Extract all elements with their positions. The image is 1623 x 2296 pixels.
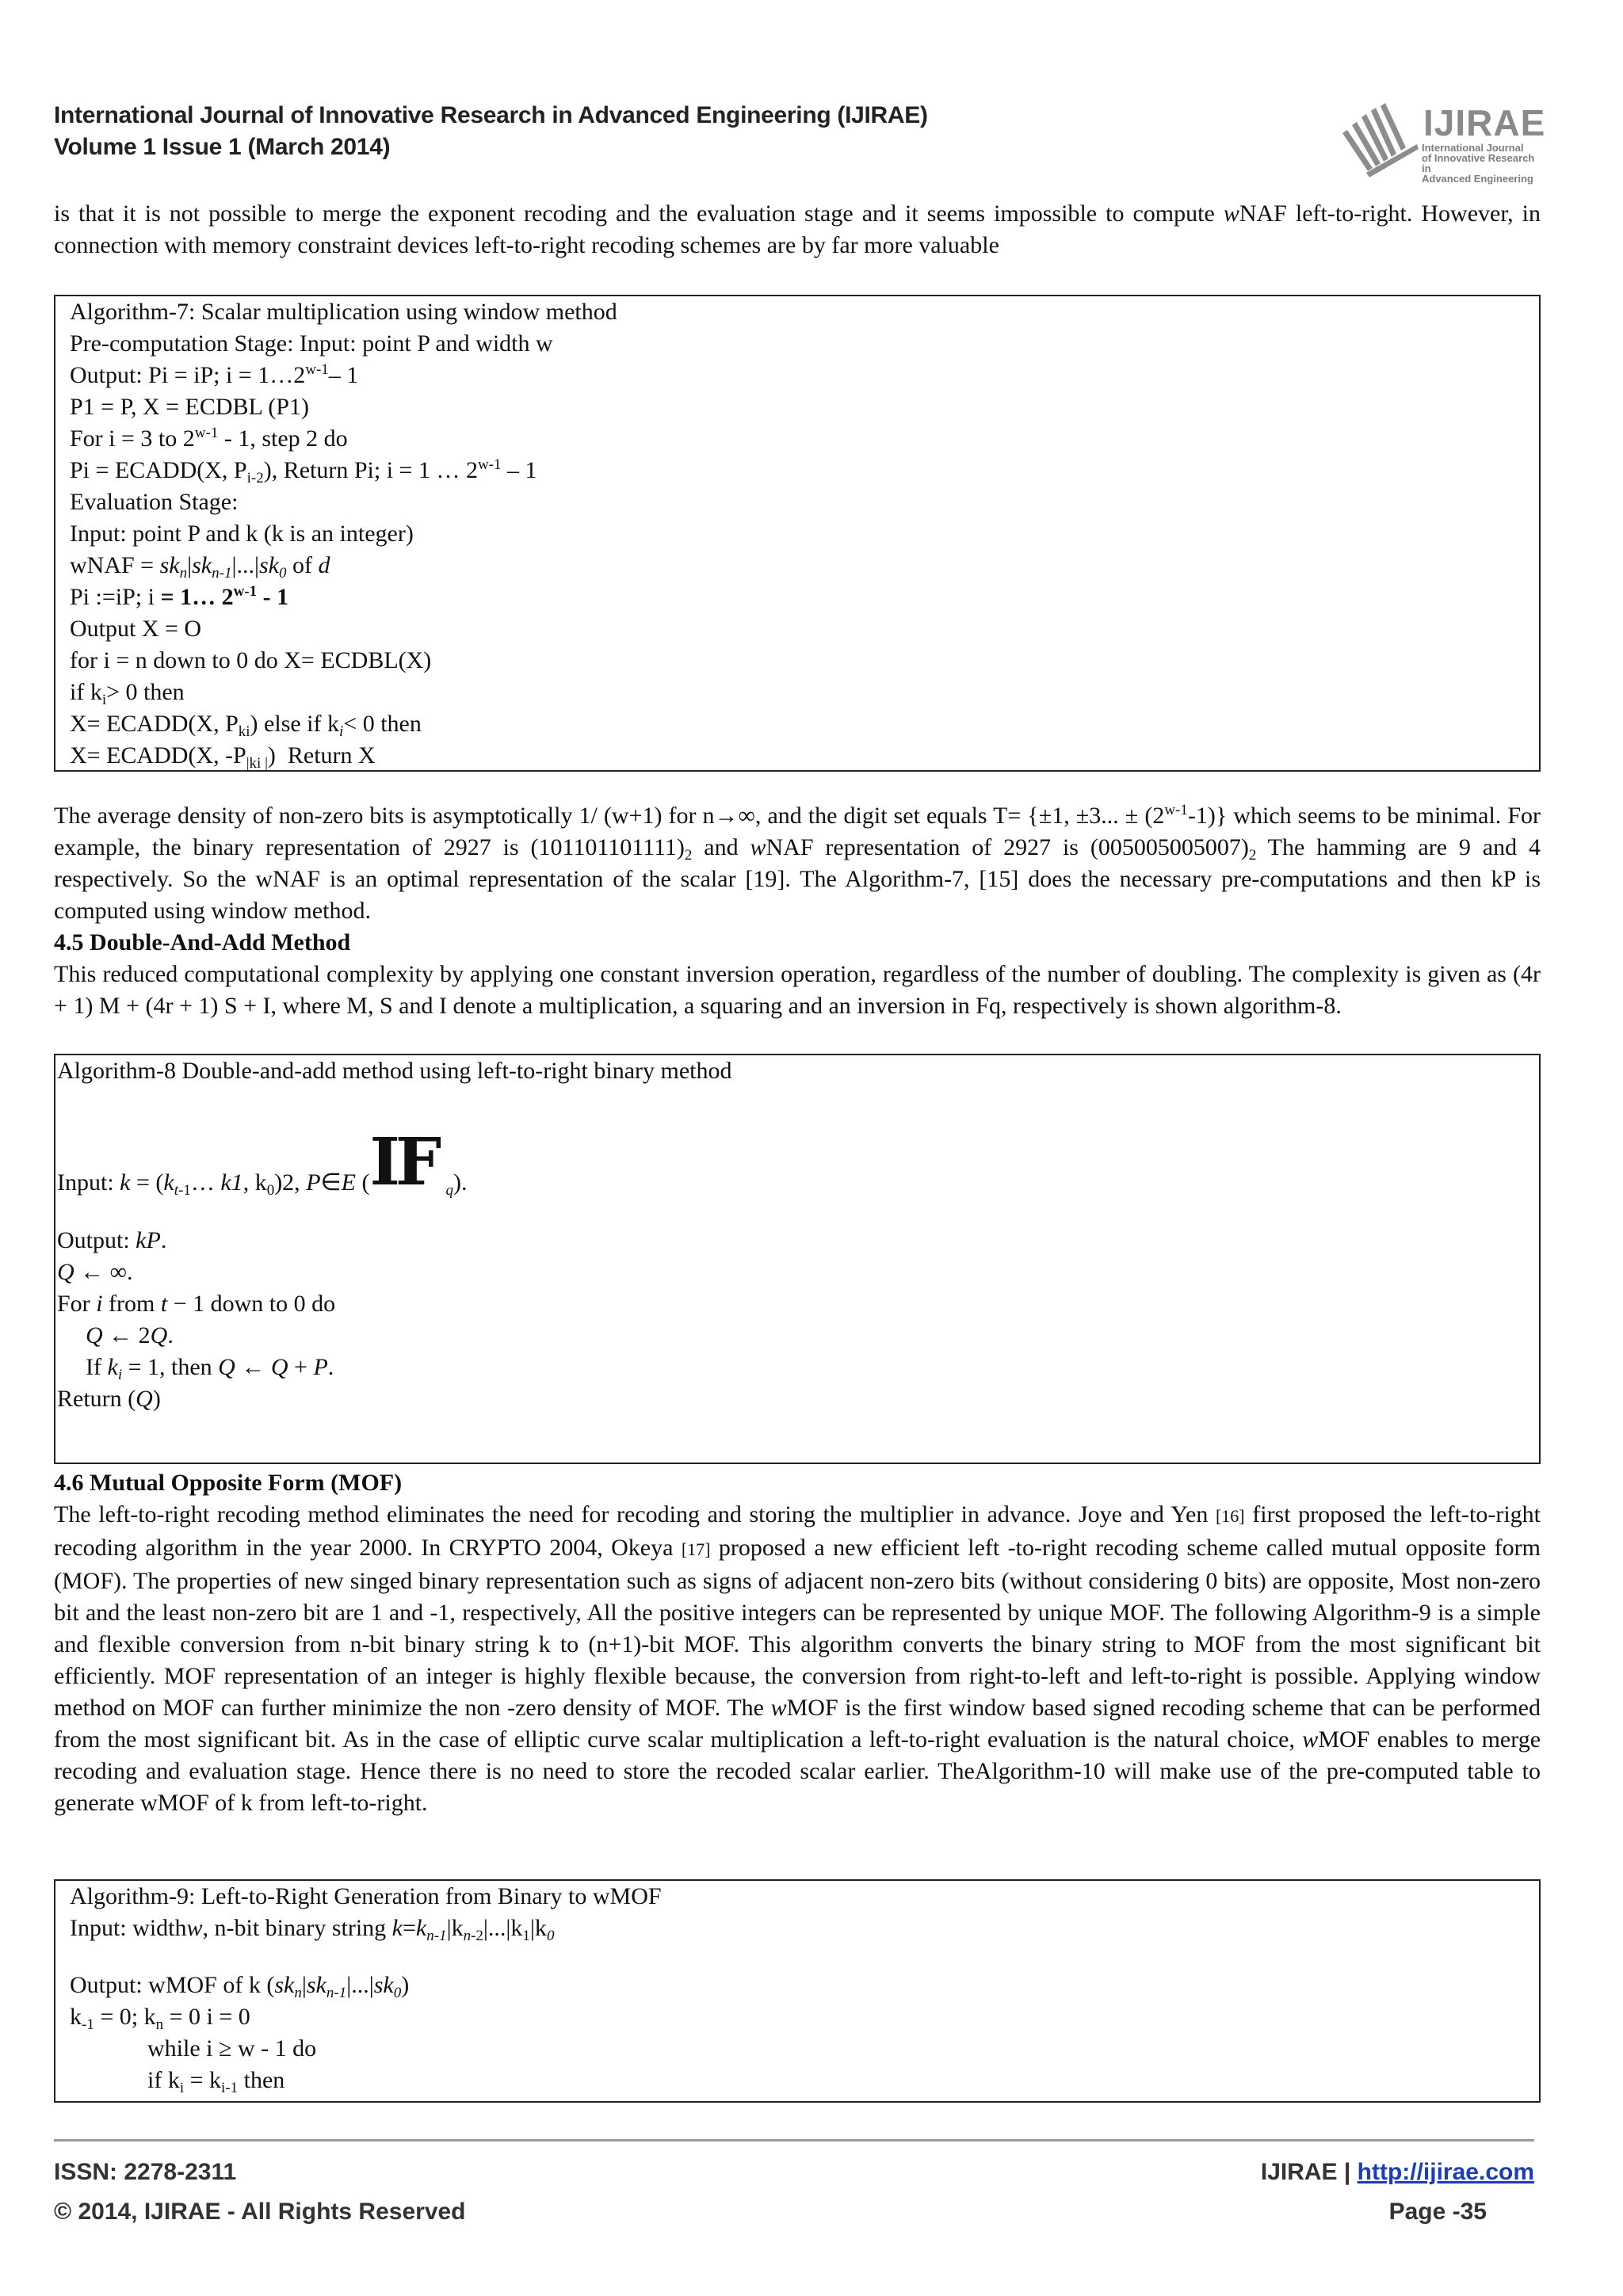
- algorithm-7-line: X= ECADD(X, $P_{ki}$) else if $k_i< 0$ then: [70, 711, 422, 740]
- section-heading-4-6: 4.6 Mutual Opposite Form (MOF): [54, 1470, 403, 1496]
- algorithm-7-line: For i = 3 to 2$^{w-1}$ - 1, step 2 do: [70, 425, 348, 452]
- algorithm-7-loop: for i = n down to 0 do X= ECDBL(X): [70, 647, 432, 673]
- algorithm-9-input: Input: widthw, n-bit binary string $k=k_{n-1}|k_{n-2}|...|k_1|k_0$: [70, 1915, 555, 1944]
- algorithm-8-output: Output: kP.: [57, 1227, 167, 1253]
- algorithm-7-precomp: Pre-computation Stage: Input: point P and width w: [70, 330, 553, 357]
- algorithm-9-line: $k_{-1} = 0$; $k_n = 0$ i = 0: [70, 2004, 250, 2033]
- section-4-6-body: The left-to-right recoding method eliminates the need for recoding and storing the multiplier in advance. Joye and Yen [16] first proposed the left-to-right recoding algorithm in the year 2000. In CRYPTO 2004, Okeya [17] proposed a new efficient left -to-right recoding scheme called mutual opposite form (MOF). The properties of new singed binary representation such as signs of adjacent non-zero bits (without considering 0 bits) are opposite, Most non-zero bit and the least non-zero bit are 1 and -1, respectively, All the positive integers can be represented by unique MOF. The following Algorithm-9 is a simple and flexible conversion from n-bit binary string k to (n+1)-bit MOF. This algorithm converts the binary string to MOF from the most significant bit efficiently. MOF representation of an integer is highly flexible because, the conversion from right-to-left and left-to-right is possible. Applying window method on MOF can further minimize the non -zero density of MOF. The wMOF is the first window based signed recoding scheme that can be performed from the most significant bit. As in the case of elliptic curve scalar multiplication a left-to-right evaluation is the natural choice, wMOF enables to merge recoding and evaluation stage. Hence there is no need to store the recoded scalar earlier. TheAlgorithm-10 will make use of the pre-computed table to generate wMOF of k from left-to-right.: [54, 1501, 1541, 1816]
- site-link[interactable]: http://ijirae.com: [1357, 2159, 1534, 2185]
- footer-divider: [54, 2139, 1534, 2142]
- algorithm-7-line: wNAF = $sk_n|sk_{n-1}|...|sk_0$ of d: [70, 552, 330, 582]
- algorithm-8-line: Q ← ∞.: [57, 1259, 133, 1285]
- footer-copyright: © 2014, IJIRAE - All Rights Reserved: [54, 2199, 466, 2225]
- algorithm-8-box: [54, 1054, 1541, 1464]
- algorithm-7-input: Input: point P and k (k is an integer): [70, 521, 414, 547]
- algorithm-7-line: Pi :=iP; i = 1… 2$^{w-1}$ - 1: [70, 583, 289, 610]
- ijirae-logo: [1338, 101, 1546, 185]
- journal-title: International Journal of Innovative Research in Advanced Engineering (IJIRAE): [54, 102, 928, 128]
- algorithm-8-line: If $k_i = 1$, then Q ← Q + P.: [86, 1354, 334, 1383]
- algorithm-8-line: Q ← 2Q.: [86, 1322, 174, 1348]
- algorithm-9-line: if $k_i = k_{i-1}$ then: [147, 2067, 285, 2096]
- journal-header: [54, 100, 928, 163]
- algorithm-8-title: Algorithm-8 Double-and-add method using left-to-right binary method: [57, 1058, 732, 1084]
- section-heading-4-5: 4.5 Double-And-Add Method: [54, 929, 351, 955]
- algorithm-8-input: Input: $k = (k_{t-1}\dots$ k1, $k_0)2$, P∈E ( IF $_q$).: [57, 1124, 468, 1200]
- logo-name: IJIRAE: [1423, 102, 1546, 143]
- page-number: Page -35: [1388, 2199, 1487, 2225]
- algorithm-7-line: P1 = P, X = ECDBL (P1): [70, 394, 309, 420]
- algorithm-9-title: Algorithm-9: Left-to-Right Generation from Binary to wMOF: [70, 1883, 662, 1909]
- algorithm-7-eval: Evaluation Stage:: [70, 489, 239, 515]
- algorithm-8-return: Return (Q): [57, 1386, 161, 1412]
- footer-issn: ISSN: 2278-2311: [54, 2159, 237, 2185]
- section-4-5-body: This reduced computational complexity by applying one constant inversion operation, regardless of the number of doubling. The complexity is given as (4r + 1) M + (4r + 1) S + I, where M, S and I denote a multiplication, a squaring and an inversion in Fq, respectively is shown algorithm-8.: [54, 961, 1541, 1019]
- algorithm-7-title: Algorithm-7: Scalar multiplication using window method: [70, 299, 617, 325]
- book-icon: [1338, 101, 1425, 177]
- density-paragraph: The average density of non-zero bits is asymptotically 1/ (w+1) for n→∞, and the digit set equals T= {±1, ±3... ± $(2^{w-1}-1)$} which seems to be minimal. For example, the binary representation of 2927 is $(101101101111)_2$ and wNAF representation of 2927 is $(005005005007)_2$ The hamming are 9 and 4 respectively. So the wNAF is an optimal representation of the scalar [19]. The Algorithm-7, [15] does the necessary pre-computations and then kP is computed using window method.: [54, 802, 1541, 924]
- algorithm-7-line: Pi = ECADD(X, $P_{i-2}$), Return Pi; i = 1 … 2$^{w-1}$ – 1: [70, 456, 537, 486]
- logo-subtitle: International Journal of Innovative Research in Advanced Engineering: [1422, 142, 1535, 185]
- algorithm-8-line: For i from t − 1 down to 0 do: [57, 1291, 336, 1317]
- algorithm-9-while: while i ≥ w - 1 do: [147, 2035, 317, 2061]
- algorithm-9-output: Output: wMOF of k $(sk_n|sk_{n-1}|...|sk_0)$: [70, 1972, 410, 2001]
- algorithm-7-line: X= ECADD(X, $-P_{|ki |}$) Return X: [70, 742, 376, 772]
- algorithm-7-line: if $k_i> 0$ then: [70, 679, 185, 708]
- algorithm-7-output: Output X = O: [70, 616, 202, 642]
- algorithm-7-line: Output: Pi = iP; $i = 1\dots 2^{w-1}-$ 1: [70, 361, 359, 388]
- field-symbol: IF: [369, 1124, 437, 1200]
- journal-volume: Volume 1 Issue 1 (March 2014): [54, 134, 391, 160]
- algorithm-9-box: [54, 1879, 1541, 2103]
- algorithm-7-box: [54, 295, 1541, 772]
- footer-site: IJIRAE | http://ijirae.com: [1260, 2159, 1534, 2185]
- intro-paragraph: is that it is not possible to merge the exponent recoding and the evaluation stage and it seems impossible to compute wNAF left-to-right. However, in connection with memory constraint devices left-to-right recoding schemes are by far more valuable: [54, 200, 1541, 258]
